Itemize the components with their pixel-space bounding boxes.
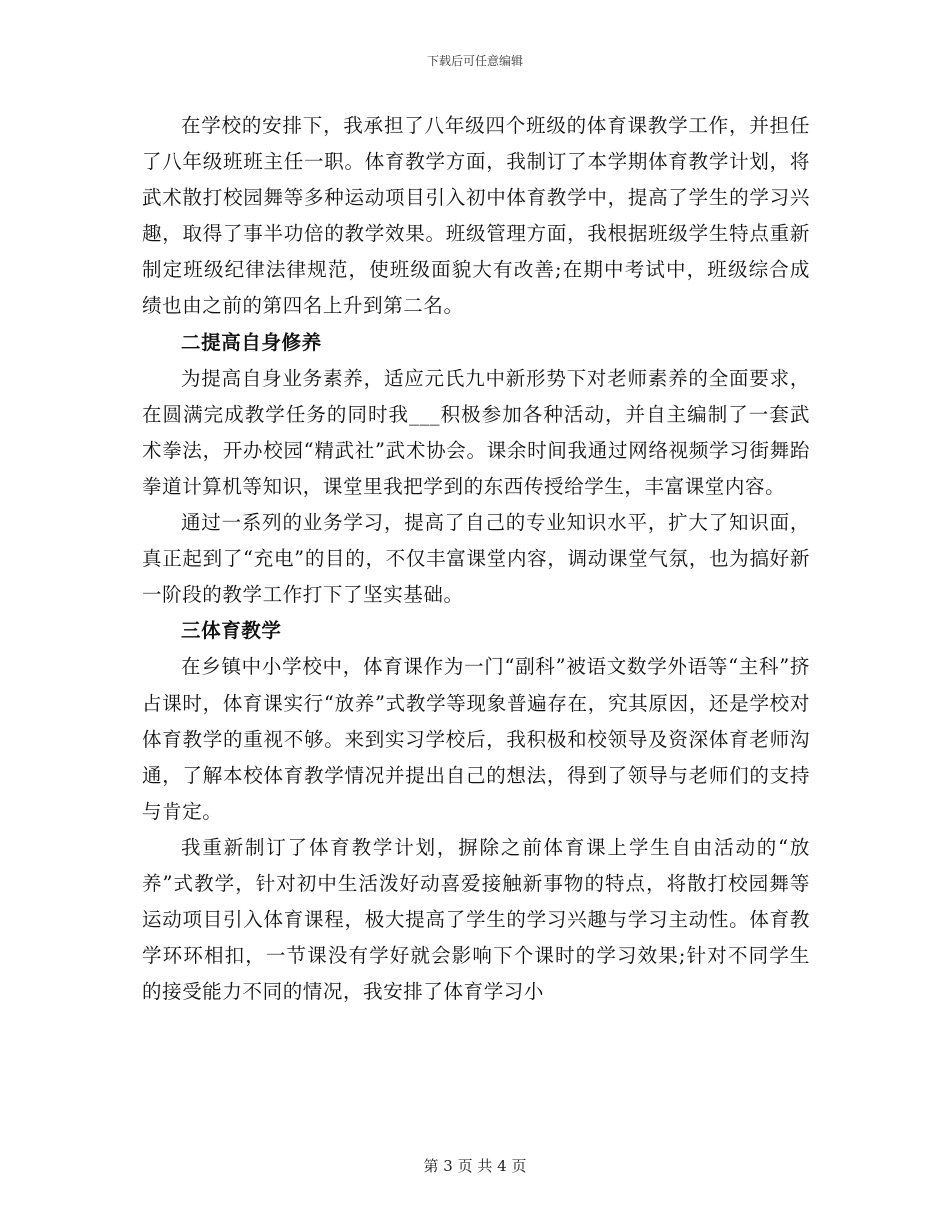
- section-heading-2: 二提高自身修养: [181, 330, 322, 354]
- paragraph-4: 在乡镇中小学校中，体育课作为一门“副科”被语文数学外语等“主科”挤占课时，体育课实行“放养”式教学等现象普遍存在，究其原因，还是学校对体育教学的重视不够。来到实习学校后，我积极和校领导及资深体育老师沟通，了解本校体育教学情况并提出自己的想法，得到了领导与老师们的支持与肯定。: [142, 655, 810, 823]
- paragraph-2: 为提高自身业务素养，适应元氏九中新形势下对老师素养的全面要求，在圆满完成教学任务的同时我___积极参加各种活动，并自主编制了一套武术拳法，开办校园“精武社”武术协会。课余时间我通过网络视频学习街舞跆拳道计算机等知识，课堂里我把学到的东西传授给学生，丰富课堂内容。: [142, 366, 810, 498]
- paragraph-3: 通过一系列的业务学习，提高了自己的专业知识水平，扩大了知识面，真正起到了“充电”的目的，不仅丰富课堂内容，调动课堂气氛，也为搞好新一阶段的教学工作打下了坚实基础。: [142, 511, 810, 607]
- page-number: 第 3 页 共 4 页: [423, 1157, 527, 1175]
- document-body: [142, 108, 810, 1010]
- paragraph-5: 我重新制订了体育教学计划，摒除之前体育课上学生自由活动的“放养”式教学，针对初中生活泼好动喜爱接触新事物的特点，将散打校园舞等运动项目引入体育课程，极大提高了学生的学习兴趣与学习主动性。体育教学环环相扣，一节课没有学好就会影响下个课时的学习效果;针对不同学生的接受能力不同的情况，我安排了体育学习小: [142, 835, 810, 1004]
- paragraph-1: 在学校的安排下，我承担了八年级四个班级的体育课教学工作，并担任了八年级班班主任一职。体育教学方面，我制订了本学期体育教学计划，将武术散打校园舞等多种运动项目引入初中体育教学中，提高了学生的学习兴趣，取得了事半功倍的教学效果。班级管理方面，我根据班级学生特点重新制定班级纪律法律规范，使班级面貌大有改善;在期中考试中，班级综合成绩也由之前的第四名上升到第二名。: [142, 114, 810, 318]
- section-heading-3: 三体育教学: [181, 619, 282, 643]
- page-header: 下载后可任意编辑: [426, 54, 523, 68]
